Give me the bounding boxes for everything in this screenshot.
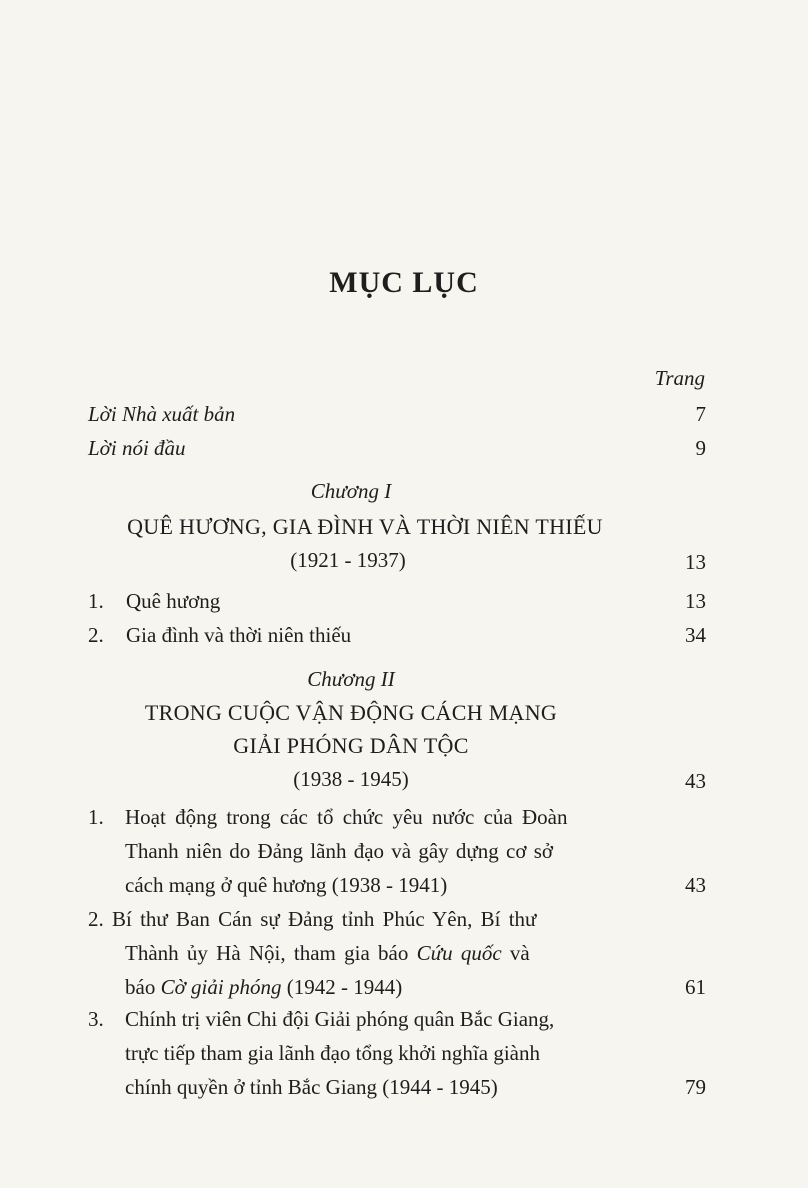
- toc-entry-page: 7: [695, 402, 706, 426]
- section-title-text: Thành ủy Hà Nội, tham gia báo: [125, 941, 409, 965]
- toc-section: [88, 1002, 706, 1104]
- chapter-years: (1921 - 1937): [290, 548, 406, 572]
- section-title-line: Thanh niên do Đảng lãnh đạo và gây dựng cơ sở: [125, 839, 553, 863]
- toc-section: [88, 618, 706, 652]
- section-title: Gia đình và thời niên thiếu: [126, 623, 352, 647]
- section-title-line: Chính trị viên Chi đội Giải phóng quân Bắc Giang,: [125, 1007, 555, 1031]
- newspaper-title: Cờ giải phóng: [160, 975, 282, 999]
- toc-entry-label: Lời nói đầu: [88, 436, 186, 460]
- section-title-line: Hoạt động trong các tổ chức yêu nước của Đoàn: [125, 805, 568, 829]
- section-number: 3.: [88, 1007, 104, 1031]
- toc-entry-page: 9: [695, 436, 706, 460]
- section-title-line: [125, 970, 706, 1004]
- section-title: Quê hương: [126, 589, 221, 613]
- section-number: 2.: [88, 623, 104, 647]
- section-page: 34: [685, 623, 706, 647]
- chapter-title-line: GIẢI PHÓNG DÂN TỘC: [233, 733, 469, 758]
- chapter-label: Chương I: [310, 479, 392, 503]
- page-column-label: Trang: [654, 366, 705, 390]
- section-number: 1.: [88, 589, 104, 613]
- newspaper-title: Cứu quốc: [416, 941, 502, 965]
- toc-entry: [88, 431, 706, 465]
- section-page: 43: [685, 873, 706, 897]
- section-title-text: và: [509, 941, 530, 965]
- chapter-title: QUÊ HƯƠNG, GIA ĐÌNH VÀ THỜI NIÊN THIẾU: [127, 514, 603, 539]
- chapter-page: 13: [685, 550, 706, 574]
- chapter-page: 43: [685, 769, 706, 793]
- page-title: MỤC LỤC: [329, 266, 479, 299]
- section-title-line: Bí thư Ban Cán sự Đảng tỉnh Phúc Yên, Bí thư: [112, 907, 537, 931]
- toc-section: [88, 902, 706, 1004]
- chapter-title-line: TRONG CUỘC VẬN ĐỘNG CÁCH MẠNG: [144, 700, 558, 725]
- toc-section: [88, 584, 706, 618]
- toc-entry: [88, 397, 706, 431]
- toc-entry-label: Lời Nhà xuất bản: [88, 402, 236, 426]
- chapter-label: Chương II: [307, 667, 395, 691]
- section-page: 79: [685, 1075, 706, 1099]
- section-title-line: cách mạng ở quê hương (1938 - 1941): [125, 873, 448, 897]
- section-title-text: báo: [125, 975, 156, 999]
- section-number: 1.: [88, 805, 104, 829]
- section-number: 2.: [88, 907, 104, 931]
- section-page: 13: [685, 589, 706, 613]
- chapter-years: (1938 - 1945): [293, 767, 409, 791]
- section-title-line: trực tiếp tham gia lãnh đạo tổng khởi nghĩa giành: [125, 1041, 540, 1065]
- section-title-line: chính quyền ở tỉnh Bắc Giang (1944 - 1945): [125, 1075, 498, 1099]
- section-title-line: [125, 936, 706, 970]
- section-title-text: (1942 - 1944): [286, 975, 403, 999]
- toc-section: [88, 800, 706, 902]
- section-page: 61: [685, 975, 706, 999]
